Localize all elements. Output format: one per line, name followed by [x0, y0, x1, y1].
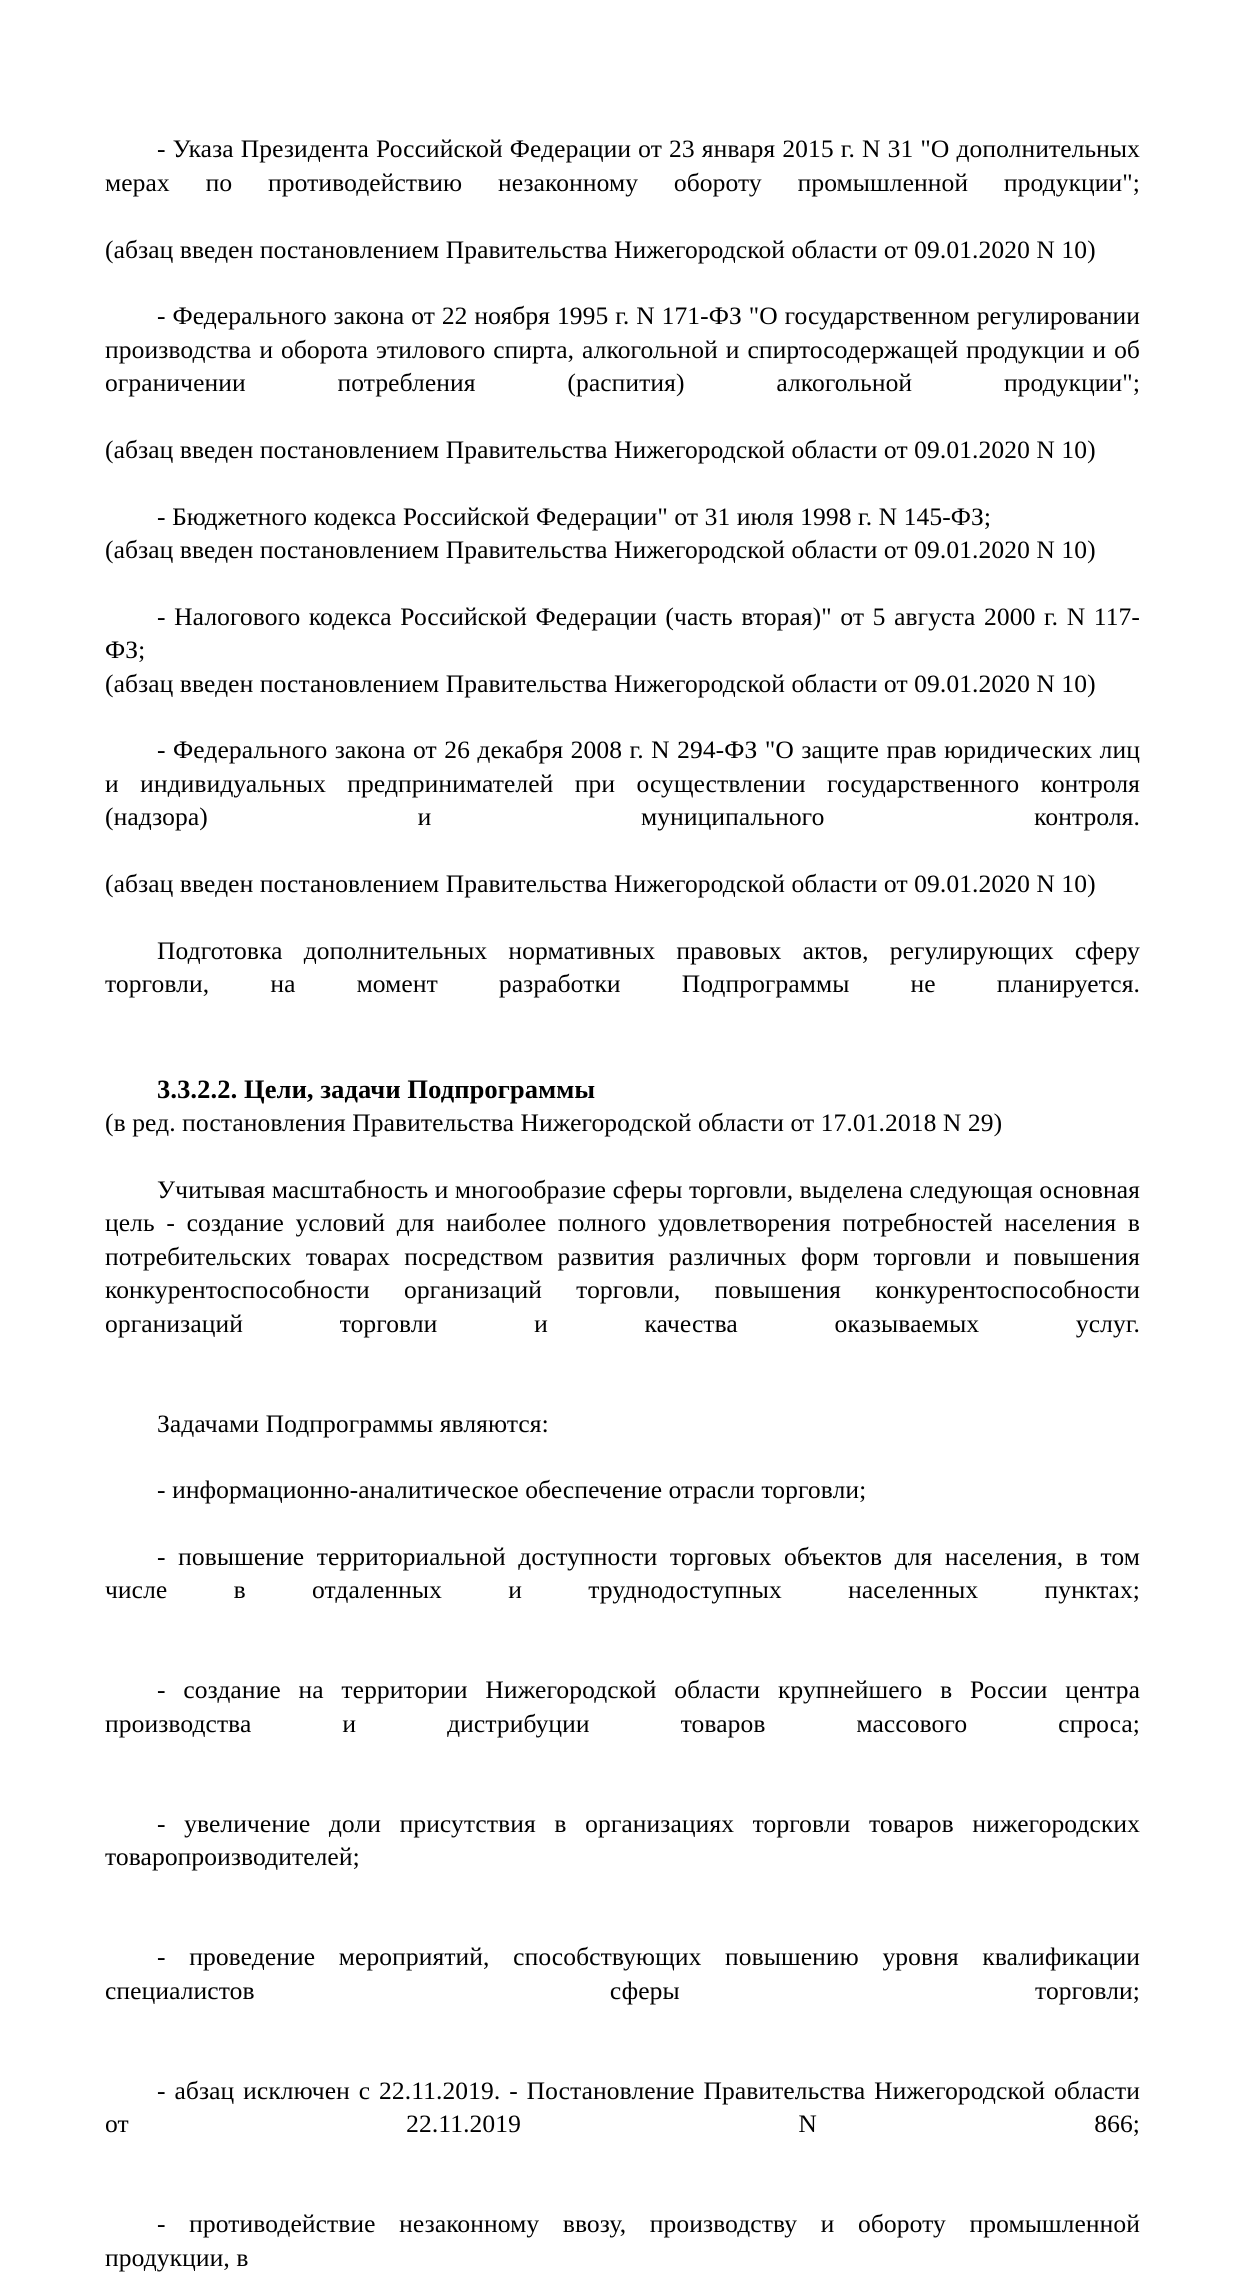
task-item: - увеличение доли присутствия в организациях торговли товаров нижегородских товаропроизводителей;	[105, 1808, 1140, 1871]
task-item: - противодействие незаконному ввозу, производству и обороту промышленной продукции, в	[105, 2209, 1140, 2272]
spacer	[105, 1034, 1140, 1072]
document-body	[105, 132, 1140, 2274]
amendment-note-decree-31: (абзац введен постановлением Правительства Нижегородской области от 09.01.2020 N 10)	[105, 234, 1096, 264]
task-item: - создание на территории Нижегородской области крупнейшего в России центра производства и дистрибуции товаров массового спроса;	[105, 1675, 1140, 1738]
amendment-note-law-171: (абзац введен постановлением Правительства Нижегородской области от 09.01.2020 N 10)	[105, 435, 1096, 464]
spacer	[105, 1374, 1140, 1407]
spacer	[105, 266, 1140, 299]
paragraph-law-294: - Федерального закона от 26 декабря 2008 г. N 294-ФЗ "О защите прав юридических лиц и индивидуальных предпринимателей при осуществлении государственного контроля (надзора) и муниципального контроля.	[105, 735, 1140, 831]
spacer	[105, 2174, 1140, 2207]
amendment-note-law-294: (абзац введен постановлением Правительства Нижегородской области от 09.01.2020 N 10)	[105, 869, 1096, 898]
spacer	[105, 467, 1140, 500]
amendment-note-tax-code: (абзац введен постановлением Правительства Нижегородской области от 09.01.2020 N 10)	[105, 668, 1096, 698]
section-heading: 3.3.2.2. Цели, задачи Подпрограммы	[157, 1074, 596, 1104]
spacer	[105, 1440, 1140, 1473]
paragraph-preparation-note: Подготовка дополнительных нормативных правовых актов, регулирующих сферу торговли, на момент разработки Подпрограммы не планируется.	[105, 935, 1140, 998]
spacer	[105, 1640, 1140, 1673]
section-heading-amendment: (в ред. постановления Правительства Нижегородской области от 17.01.2018 N 29)	[105, 1108, 1003, 1137]
paragraph-law-171: - Федерального закона от 22 ноября 1995 г. N 171-ФЗ "О государственном регулировании производства и оборота этилового спирта, алкогольной и спиртосодержащей продукции и об ограничении потребления (распития) алкогольной продукции";	[105, 301, 1140, 397]
spacer	[105, 901, 1140, 934]
paragraph-goal: Учитывая масштабность и многообразие сферы торговли, выделена следующая основная цель - создание условий для наиболее полного удовлетворения потребностей населения в потребительских товарах посредством развития различных форм торговли и повышения конкурентоспособности организаций торговли, повышения конкурентоспособности организаций торговли и качества оказываемых услуг.	[105, 1174, 1140, 1338]
spacer	[105, 2041, 1140, 2074]
spacer	[105, 567, 1140, 600]
spacer	[105, 700, 1140, 733]
paragraph-budget-code: - Бюджетного кодекса Российской Федерации" от 31 июля 1998 г. N 145-ФЗ;	[157, 501, 992, 531]
amendment-note-budget-code: (абзац введен постановлением Правительства Нижегородской области от 09.01.2020 N 10)	[105, 535, 1096, 564]
paragraph-tasks-lead: Задачами Подпрограммы являются:	[157, 1408, 549, 1438]
task-item: - информационно-аналитическое обеспечение отрасли торговли;	[157, 1475, 867, 1504]
task-item: - повышение территориальной доступности торговых объектов для населения, в том числе в отдаленных и труднодоступных населенных пунктах;	[105, 1541, 1140, 1604]
spacer	[105, 1140, 1140, 1173]
spacer	[105, 1774, 1140, 1807]
paragraph-decree-31: - Указа Президента Российской Федерации от 23 января 2015 г. N 31 "О дополнительных мерах по противодействию незаконному обороту промышленной продукции";	[105, 134, 1140, 197]
task-item: - проведение мероприятий, способствующих повышению уровня квалификации специалистов сферы торговли;	[105, 1942, 1140, 2005]
task-item: - абзац исключен с 22.11.2019. - Постановление Правительства Нижегородской области от 22.11.2019 N 866;	[105, 2075, 1140, 2138]
paragraph-tax-code: - Налогового кодекса Российской Федерации (часть вторая)" от 5 августа 2000 г. N 117-ФЗ;	[105, 601, 1140, 664]
spacer	[105, 1907, 1140, 1940]
spacer	[105, 1507, 1140, 1540]
